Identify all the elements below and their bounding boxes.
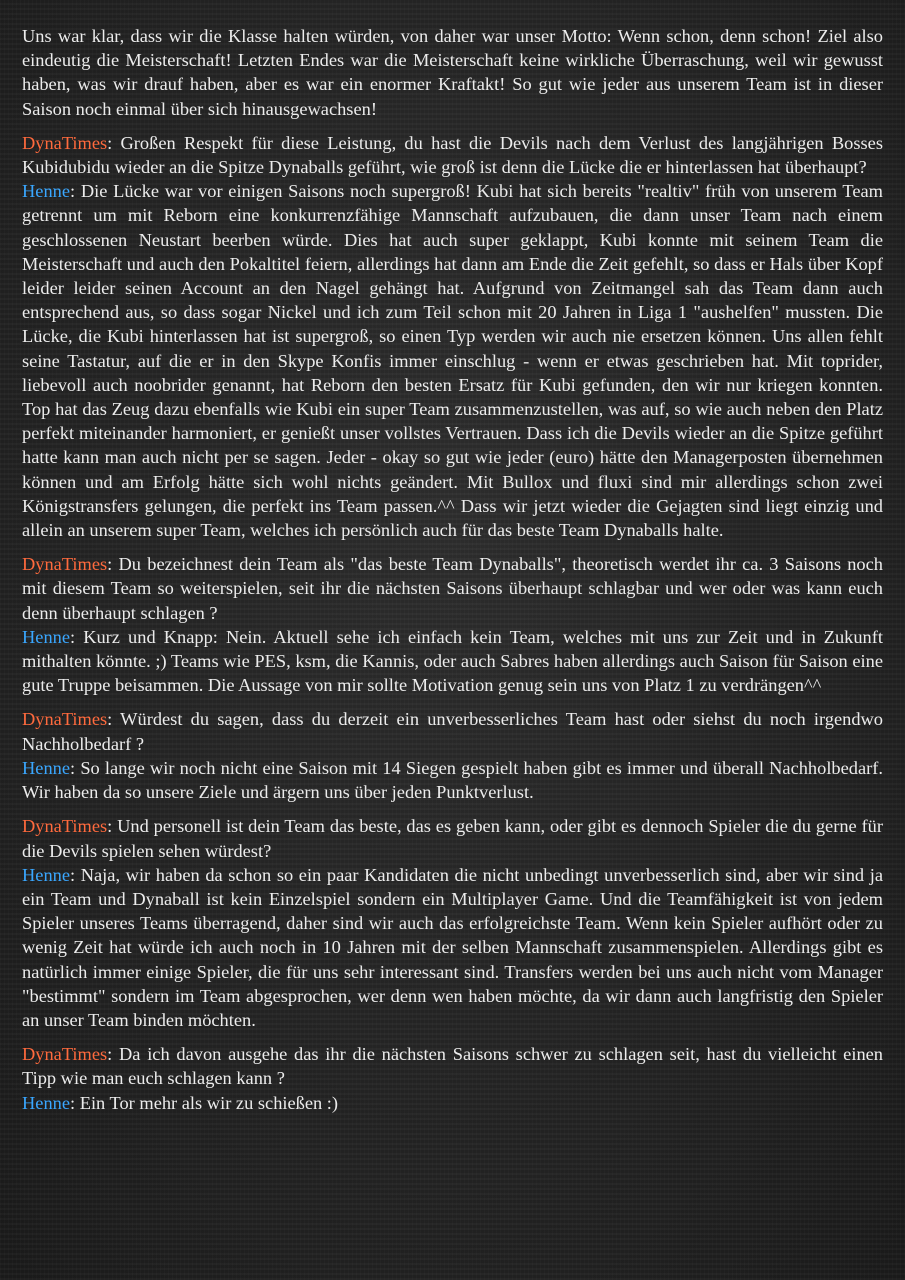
question-3: DynaTimes: Würdest du sagen, dass du derzeit ein unverbesserliches Team hast oder siehst du noch irgendwo Nachholbedarf ? xyxy=(22,709,884,754)
question-2: DynaTimes: Du bezeichnest dein Team als "das beste Team Dynaballs", theoretisch werdet ihr ca. 3 Saisons noch mit diesem Team so weiterspielen, seit ihr die nächsten Saisons überhaupt schlagbar und wer oder was kann euch denn überhaupt schlagen ? xyxy=(22,554,883,623)
speaker-label-interviewee: Henne xyxy=(22,181,70,202)
qa-block-5 xyxy=(22,1042,883,1115)
speaker-label-interviewee: Henne xyxy=(22,757,70,778)
qa-block-1 xyxy=(22,131,883,542)
question-text: Würdest du sagen, dass du derzeit ein unverbesserliches Team hast oder siehst du noch irgendwo Nachholbedarf ? xyxy=(22,709,884,754)
qa-block-2 xyxy=(22,552,883,697)
answer-2: Henne: Kurz und Knapp: Nein. Aktuell sehe ich einfach kein Team, welches mit uns zur Zeit und in Zukunft mithalten könnte. ;) Teams wie PES, ksm, die Kannis, oder auch Sabres haben allerdings auch Saison für Saison eine gute Truppe beisammen. Die Aussage von mir sollte Motivation genug sein uns von Platz 1 zu verdrängen^^ xyxy=(22,626,883,696)
answer-text: Die Lücke war vor einigen Saisons noch supergroß! Kubi hat sich bereits "realtiv" früh von unserem Team getrennt um mit Reborn eine konkurrenzfähige Mannschaft aufzubauen, die dann unser Team nach einem geschlossenen Neustart beerben würde. Dies hat auch super geklappt, Kubi konnte mit seinem Team die Meisterschaft und auch den Pokaltitel feiern, allerdings hat dann am Ende die Zeit gefehlt, so dass er Hals über Kopf leider leider seinen Account an den Nagel gehängt hat. Aufgrund von Zeitmangel sah das Team dann auch entsprechend aus, so dass sogar Nickel und ich zum Teil schon mit 20 Jahren in Liga 1 "aushelfen" mussten. Die Lücke, die Kubi hinterlassen hat ist supergroß, so einen Typ werden wir auch nie ersetzen können. Uns allen fehlt seine Tastatur, auf die er in den Skype Konfis immer einschlug - wenn er etwas geschrieben hat. Mit toprider, liebevoll auch noobrider genannt, hat Reborn den besten Ersatz für Kubi gefunden, den wir nur kriegen konnten. Top hat das Zeug dazu ebenfalls wie Kubi ein super Team zusammenzustellen, was auf, so wie auch neben den Platz perfekt miteinander harmoniert, er genießt unser vollstes Vertrauen. Dass ich die Devils wieder an die Spitze geführt hatte kann man auch nicht per se sagen. Jeder - okay so gut wie jeder (euro) hätte den Managerposten übernehmen können und am Erfolg hätte sich wohl nichts geändert. Mit Bullox und fluxi sind mir allerdings schon zwei Königstransfers gelungen, die perfekt ins Team passen.^^ Dass wir jetzt wieder die Gejagten sind liegt einzig und allein an unserem super Team, welches ich persönlich auch für das beste Team Dynaballs halte. xyxy=(22,181,883,541)
qa-block-4 xyxy=(22,814,883,1032)
answer-text: Kurz und Knapp: Nein. Aktuell sehe ich einfach kein Team, welches mit uns zur Zeit und in Zukunft mithalten könnte. ;) Teams wie PES, ksm, die Kannis, oder auch Sabres haben allerdings auch Saison für Saison eine gute Truppe beisammen. Die Aussage von mir sollte Motivation genug sein uns von Platz 1 zu verdrängen^^ xyxy=(22,626,883,696)
speaker-label-interviewee: Henne xyxy=(22,1092,70,1113)
qa-block-3 xyxy=(22,707,883,804)
answer-3: Henne: So lange wir noch nicht eine Saison mit 14 Siegen gespielt haben gibt es immer und überall Nachholbedarf. Wir haben da so unsere Ziele und ärgern uns über jeden Punktverlust. xyxy=(22,757,883,803)
answer-5: Henne: Ein Tor mehr als wir zu schießen :) xyxy=(22,1092,339,1113)
question-4: DynaTimes: Und personell ist dein Team das beste, das es geben kann, oder gibt es dennoch Spieler die du gerne für die Devils spielen sehen würdest? xyxy=(22,816,884,861)
question-text: Da ich davon ausgehe das ihr die nächsten Saisons schwer zu schlagen seit, hast du vielleicht einen Tipp wie man euch schlagen kann ? xyxy=(22,1044,883,1089)
speaker-label-interviewer: DynaTimes xyxy=(22,132,108,153)
question-5: DynaTimes: Da ich davon ausgehe das ihr die nächsten Saisons schwer zu schlagen seit, hast du vielleicht einen Tipp wie man euch schlagen kann ? xyxy=(22,1044,883,1089)
question-text: Und personell ist dein Team das beste, das es geben kann, oder gibt es dennoch Spieler die du gerne für die Devils spielen sehen würdest? xyxy=(22,816,884,861)
question-text: Du bezeichnest dein Team als "das beste Team Dynaballs", theoretisch werdet ihr ca. 3 Saisons noch mit diesem Team so weiterspielen, seit ihr die nächsten Saisons überhaupt schlagbar und wer oder was kann euch denn überhaupt schlagen ? xyxy=(22,554,883,623)
answer-4: Henne: Naja, wir haben da schon so ein paar Kandidaten die nicht unbedingt unverbesserlich sind, aber wir sind ja ein Team und Dynaball ist kein Einzelspiel sondern ein Multiplayer Game. Und die Teamfähigkeit ist von jedem Spieler unseres Teams überragend, daher sind wir auch das erfolgreichste Team. Wenn kein Spieler aufhört oder zu wenig Zeit hat würde ich auch noch in 10 Jahren mit der selben Mannschaft zusammenspielen. Allerdings gibt es natürlich immer einige Spieler, die für uns sehr interessant sind. Transfers werden bei uns auch nicht vom Manager "bestimmt" sondern im Team abgesprochen, wer denn wen haben möchte, da wir dann auch langfristig den Spieler an unser Team binden möchten. xyxy=(22,864,883,1030)
answer-text: Ein Tor mehr als wir zu schießen :) xyxy=(79,1092,339,1113)
speaker-label-interviewer: DynaTimes xyxy=(22,554,108,575)
question-text: Großen Respekt für diese Leistung, du hast die Devils nach dem Verlust des langjährigen Bosses Kubidubidu wieder an die Spitze Dynaballs geführt, wie groß ist denn die Lücke die er hinterlassen hat überhaupt? xyxy=(22,132,883,178)
answer-text: So lange wir noch nicht eine Saison mit 14 Siegen gespielt haben gibt es immer und überall Nachholbedarf. Wir haben da so unsere Ziele und ärgern uns über jeden Punktverlust. xyxy=(22,757,883,803)
answer-1: Henne: Die Lücke war vor einigen Saisons noch supergroß! Kubi hat sich bereits "realtiv" früh von unserem Team getrennt um mit Reborn eine konkurrenzfähige Mannschaft aufzubauen, die dann unser Team nach einem geschlossenen Neustart beerben würde. Dies hat auch super geklappt, Kubi konnte mit seinem Team die Meisterschaft und auch den Pokaltitel feiern, allerdings hat dann am Ende die Zeit gefehlt, so dass er Hals über Kopf leider leider seinen Account an den Nagel gehängt hat. Aufgrund von Zeitmangel sah das Team dann auch entsprechend aus, so dass sogar Nickel und ich zum Teil schon mit 20 Jahren in Liga 1 "aushelfen" mussten. Die Lücke, die Kubi hinterlassen hat ist supergroß, so einen Typ werden wir auch nie ersetzen können. Uns allen fehlt seine Tastatur, auf die er in den Skype Konfis immer einschlug - wenn er etwas geschrieben hat. Mit toprider, liebevoll auch noobrider genannt, hat Reborn den besten Ersatz für Kubi gefunden, den wir nur kriegen konnten. Top hat das Zeug dazu ebenfalls wie Kubi ein super Team zusammenzustellen, was auf, so wie auch neben den Platz perfekt miteinander harmoniert, er genießt unser vollstes Vertrauen. Dass ich die Devils wieder an die Spitze geführt hatte kann man auch nicht per se sagen. Jeder - okay so gut wie jeder (euro) hätte den Managerposten übernehmen können und am Erfolg hätte sich wohl nichts geändert. Mit Bullox und fluxi sind mir allerdings schon zwei Königstransfers gelungen, die perfekt ins Team passen.^^ Dass wir jetzt wieder die Gejagten sind liegt einzig und allein an unserem super Team, welches ich persönlich auch für das beste Team Dynaballs halte. xyxy=(22,181,883,541)
speaker-label-interviewee: Henne xyxy=(22,626,70,647)
speaker-label-interviewer: DynaTimes xyxy=(22,709,108,730)
speaker-label-interviewee: Henne xyxy=(22,864,70,885)
speaker-label-interviewer: DynaTimes xyxy=(22,816,108,837)
intro-paragraph: Uns war klar, dass wir die Klasse halten würden, von daher war unser Motto: Wenn schon, denn schon! Ziel also eindeutig die Meisterschaft! Letzten Endes war die Meisterschaft keine wirkliche Überraschung, weil wir gewusst haben, was wir drauf haben, aber es war ein enormer Kraftakt! So gut wie jeder aus unserem Team ist in dieser Saison noch einmal über sich hinausgewachsen! xyxy=(22,26,883,119)
question-1: DynaTimes: Großen Respekt für diese Leistung, du hast die Devils nach dem Verlust des langjährigen Bosses Kubidubidu wieder an die Spitze Dynaballs geführt, wie groß ist denn die Lücke die er hinterlassen hat überhaupt? xyxy=(22,132,883,178)
answer-text: Naja, wir haben da schon so ein paar Kandidaten die nicht unbedingt unverbesserlich sind, aber wir sind ja ein Team und Dynaball ist kein Einzelspiel sondern ein Multiplayer Game. Und die Teamfähigkeit ist von jedem Spieler unseres Teams überragend, daher sind wir auch das erfolgreichste Team. Wenn kein Spieler aufhört oder zu wenig Zeit hat würde ich auch noch in 10 Jahren mit der selben Mannschaft zusammenspielen. Allerdings gibt es natürlich immer einige Spieler, die für uns sehr interessant sind. Transfers werden bei uns auch nicht vom Manager "bestimmt" sondern im Team abgesprochen, wer denn wen haben möchte, da wir dann auch langfristig den Spieler an unser Team binden möchten. xyxy=(22,864,883,1030)
speaker-label-interviewer: DynaTimes xyxy=(22,1044,108,1065)
